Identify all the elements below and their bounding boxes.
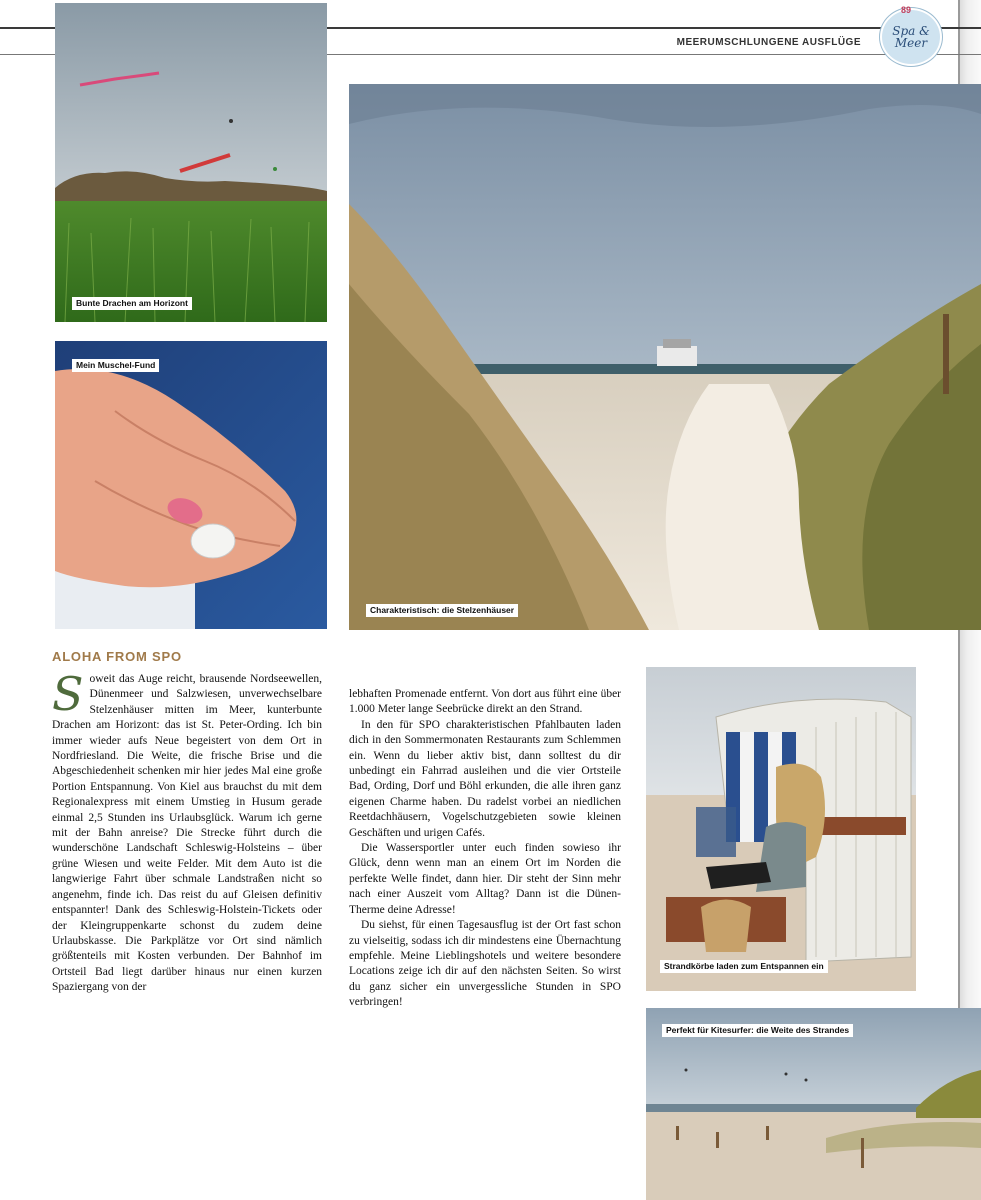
article-paragraph-5: Du siehst, für einen Tagesausflug ist der Ort fast schon zu vielseitig, sodass ich dir mindestens eine Übernachtung empfehle. Meine Lieblingshotels und weitere besondere Locations zeige ich dir auf den nächsten Seiten. So wirst du ganz sicher ein unvergessliche Stunden in SPO verbringen! (349, 919, 621, 1009)
article-column-2 (349, 687, 621, 1011)
photo-dune-path (349, 84, 981, 630)
beach-chair-image (646, 667, 916, 991)
photo-beach-chair (646, 667, 916, 991)
photo-kites (55, 3, 327, 322)
header-rule-right-bottom (940, 54, 981, 55)
photo-shell (55, 341, 327, 629)
article-paragraph-2: lebhaften Promenade entfernt. Von dort aus führt eine über 1.000 Meter lange Seebrücke direkt an den Strand. (349, 688, 621, 716)
caption-dune-path: Charakteristisch: die Stelzenhäuser (366, 604, 518, 617)
article-paragraph-1 (52, 667, 322, 996)
header-rule-right-top (940, 27, 981, 29)
magazine-logo (880, 8, 942, 66)
caption-beach-chair: Strandkörbe laden zum Entspannen ein (660, 960, 828, 973)
caption-kitesurf: Perfekt für Kitesurfer: die Weite des Strandes (662, 1024, 853, 1037)
article-paragraph-3: In den für SPO charakteristischen Pfahlbauten laden dich in den Sommermonaten Restaurants zum Schlemmen ein. Wenn du lieber aktiv bist, dann solltest du dir unbedingt ein Fahrrad ausleihen und die vier Ortsteile Bad, Ording, Dorf und Böhl erkunden, die alle ihren ganz eigenen Charme haben. Du radelst vorbei an niedlichen Reetdachhäusern, Vogelschutzgebieten sowie kleinen Geschäften und urigen Cafés. (349, 718, 621, 839)
logo-line-1: Spa & (892, 24, 930, 38)
caption-shell: Mein Muschel-Fund (72, 359, 159, 372)
article-title: ALOHA FROM SPO (52, 649, 182, 664)
kites-image (55, 3, 327, 322)
article-column-1 (52, 667, 322, 996)
logo-line-2: Meer (894, 36, 928, 50)
dune-path-image (349, 84, 981, 630)
article-paragraph-1-text: oweit das Auge reicht, brausende Nordseewellen, Dünenmeer und Salzwiesen, unverwechselbare Stelzenhäuser mitten im Meer, kunterbunte Drachen am Horizont: das ist St. Peter-Ording. Ich bin immer wieder aufs Neue begeistert von dem Ort in Nordfriesland. Die Weite, die frische Brise und die Abgeschiedenheit schenken mir hier jedes Mal eine große Portion Entspannung. Von Kiel aus brauchst du mit dem Regionalexpress mit einem Umstieg in Husum gerade einmal 2,5 Stunden ins Urlaubsglück. Warum ich gerne mit der Bahn anreise? Die Strecke führt durch die wunderschöne Landschaft Schleswig-Holsteins – über grüne Wiesen und weite Felder. Mit dem Auto ist die langwierige Fahrt über schmale Landstraßen nicht so angenehm, finde ich. Das reist du auf Gleisen definitiv entspannter! Dank des Schleswig-Holstein-Tickets oder der Kleingruppenkarte schonst du zudem deine Urlaubskasse. Die Parkplätze vor Ort sind nämlich größtenteils mit Kosten verbunden. Der Bahnhof im Ortsteil Bad liegt darüber hinaus nur einen kurzen Spaziergang von der (52, 673, 322, 994)
drop-cap: S (52, 667, 84, 721)
shell-image (55, 341, 327, 629)
running-title: MEERUMSCHLUNGENE AUSFLÜGE (676, 37, 861, 48)
caption-kites: Bunte Drachen am Horizont (72, 297, 192, 310)
page-number: 89 (901, 5, 912, 15)
article-paragraph-4: Die Wassersportler unter euch finden sowieso ihr Glück, denn wenn man an einem Ort im Norden die perfekte Welle findet, dann hier. Dir steht der Sinn mehr nach einer Auszeit vom Alltag? Dann ist die Dünen-Therme deine Adresse! (349, 842, 621, 916)
